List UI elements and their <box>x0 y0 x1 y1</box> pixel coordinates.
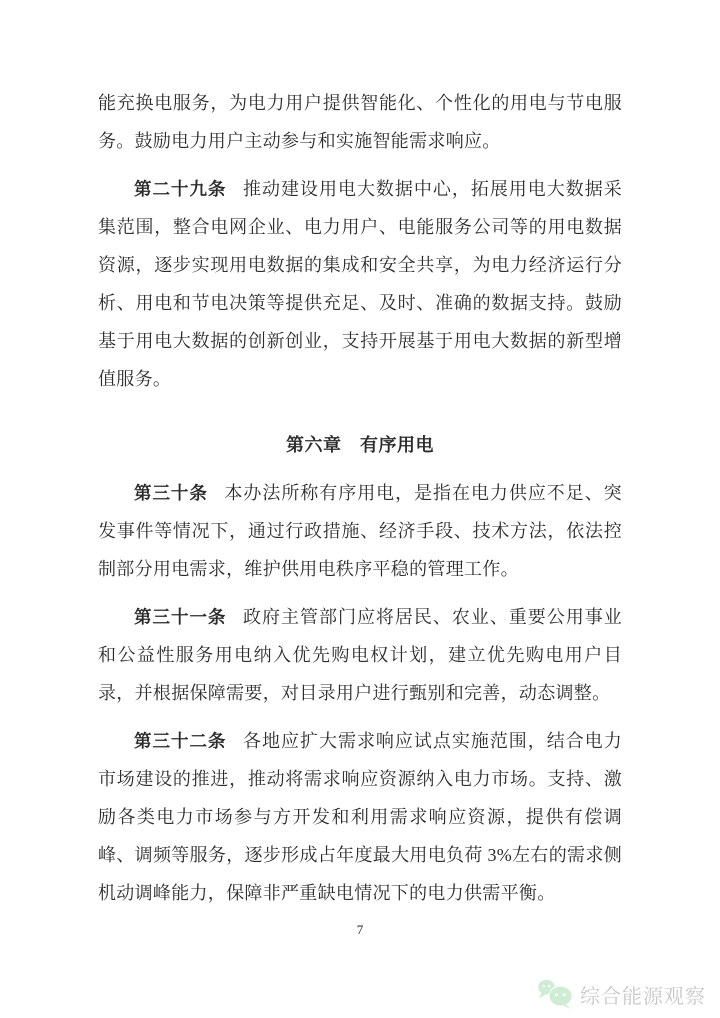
article-number-label: 第三十一条 <box>134 607 227 627</box>
article-paragraph-29 <box>98 170 622 398</box>
article-paragraph-31 <box>98 598 622 712</box>
article-number-label: 第二十九条 <box>134 179 227 199</box>
article-text: 各地应扩大需求响应试点实施范围，结合电力市场建设的推进，推动将需求响应资源纳入电力市场。支持、激励各类电力市场参与方开发和利用需求响应资源，提供有偿调峰、调频等服务，逐步形成占年度最大用电负荷 3%左右的需求侧机动调峰能力，保障非严重缺电情况下的电力供需平衡。 <box>98 731 623 903</box>
article-paragraph-32 <box>98 722 622 912</box>
article-number-label: 第三十二条 <box>134 731 227 751</box>
watermark <box>536 978 706 1010</box>
page-number: 7 <box>356 922 364 937</box>
wechat-icon <box>536 978 574 1010</box>
article-text: 推动建设用电大数据中心，拓展用电大数据采集范围，整合电网企业、电力用户、电能服务公司等的用电数据资源，逐步实现用电数据的集成和安全共享，为电力经济运行分析、用电和节电决策等提供充足、及时、准确的数据支持。鼓励基于用电大数据的创新创业，支持开展基于用电大数据的新型增值服务。 <box>98 179 623 389</box>
article-text: 本办法所称有序用电，是指在电力供应不足、突发事件等情况下，通过行政措施、经济手段、技术方法，依法控制部分用电需求，维护供用电秩序平稳的管理工作。 <box>98 483 622 579</box>
body-text-continuation: 能充换电服务，为电力用户提供智能化、个性化的用电与节电服务。鼓励电力用户主动参与和实施智能需求响应。 <box>98 93 622 151</box>
watermark-text: 综合能源观察 <box>580 985 706 1008</box>
article-paragraph-30 <box>98 474 622 588</box>
article-text: 政府主管部门应将居民、农业、重要公用事业和公益性服务用电纳入优先购电权计划，建立优先购电用户目录，并根据保障需要，对目录用户进行甄别和完善，动态调整。 <box>98 607 623 703</box>
chapter-heading: 第六章 有序用电 <box>286 435 434 455</box>
article-number-label: 第三十条 <box>134 483 208 503</box>
